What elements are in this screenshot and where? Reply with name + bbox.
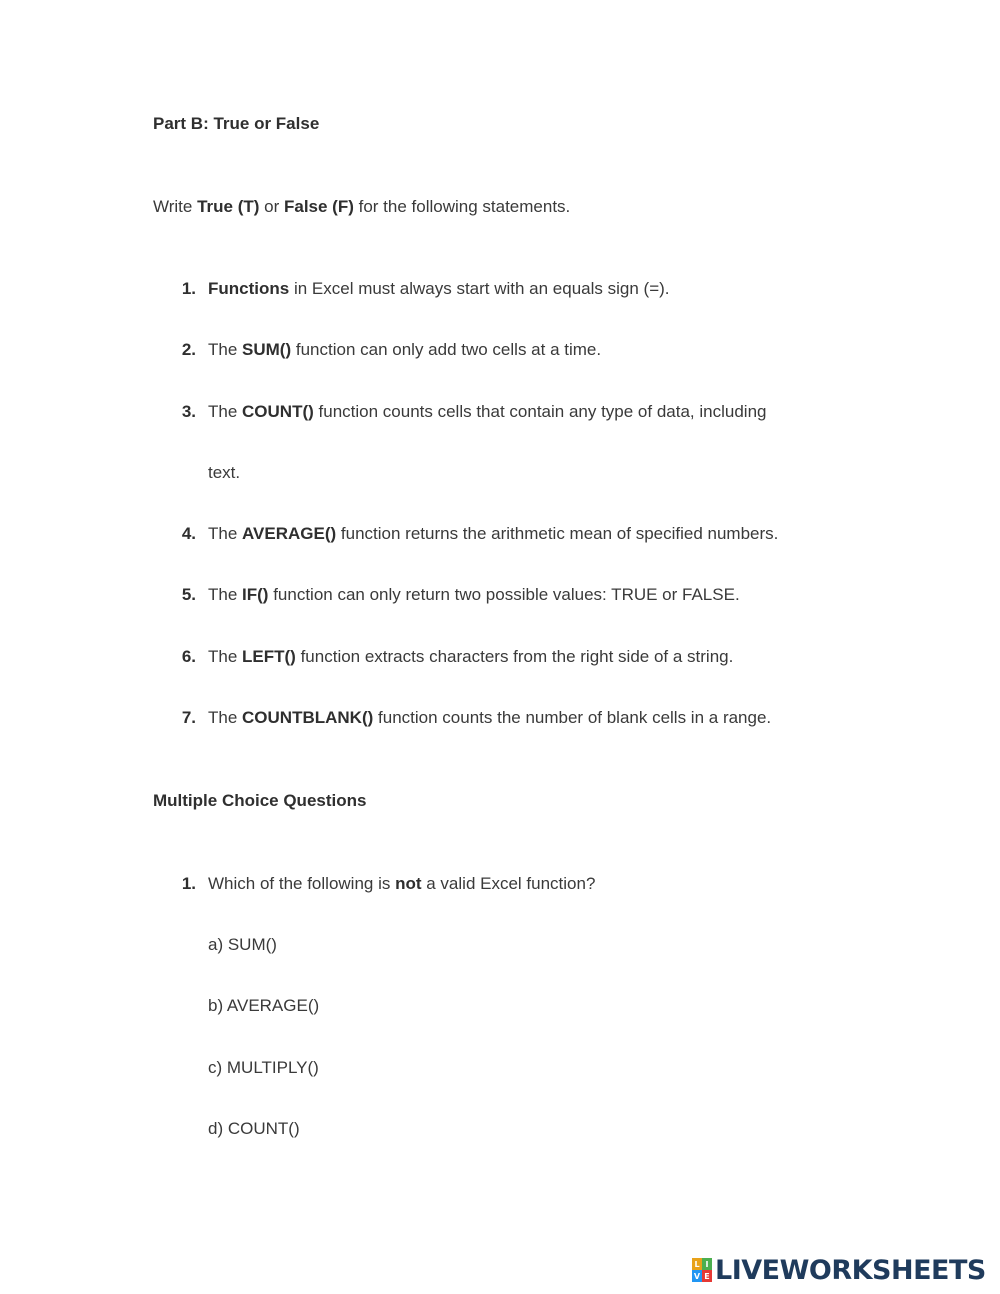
statement-keyword: SUM() — [242, 340, 292, 359]
option-d: d) COUNT() — [208, 1119, 300, 1138]
statement-pre: The — [208, 585, 243, 604]
question-number: 1. — [181, 874, 196, 893]
statement-post: function extracts characters from the right side of a string. — [295, 647, 734, 666]
statement-number: 3. — [181, 402, 196, 421]
question-text — [208, 874, 595, 894]
statement-post: function can only return two possible values: TRUE or FALSE. — [268, 585, 740, 604]
option-c: c) MULTIPLY() — [208, 1058, 319, 1077]
instruction-post: for the following statements. — [353, 197, 571, 216]
statement-keyword: Functions — [208, 279, 290, 298]
statement-post: function counts the number of blank cells in a range. — [373, 708, 772, 727]
statement-keyword: COUNTBLANK() — [242, 708, 374, 727]
instruction-false-label: False (F) — [283, 197, 354, 216]
question-pre: Which of the following is — [208, 874, 396, 893]
statement-number: 6. — [181, 647, 196, 666]
option-a: a) SUM() — [208, 935, 277, 954]
statement-number: 5. — [181, 585, 196, 604]
statement-pre: The — [208, 647, 243, 666]
statement-keyword: AVERAGE() — [242, 524, 337, 543]
logo-mark-letter: V — [693, 1271, 701, 1281]
statement-number: 1. — [181, 279, 196, 298]
statement-continuation: text. — [208, 463, 241, 482]
statement-text — [208, 279, 670, 299]
section-title-mcq: Multiple Choice Questions — [153, 791, 367, 810]
logo-mark-letter: E — [702, 1270, 712, 1282]
statement-text — [208, 585, 740, 605]
statement-number: 7. — [181, 708, 196, 727]
instruction-mid: or — [259, 197, 284, 216]
instruction-line — [153, 197, 570, 217]
statement-post: function can only add two cells at a time. — [291, 340, 602, 359]
statement-keyword: IF() — [242, 585, 269, 604]
statement-text — [208, 340, 601, 360]
logo-mark-icon — [692, 1258, 712, 1282]
statement-pre: The — [208, 402, 243, 421]
section-title-part-b: Part B: True or False — [153, 114, 320, 133]
liveworksheets-logo — [692, 1254, 986, 1286]
statement-text — [208, 708, 771, 728]
statement-number: 4. — [181, 524, 196, 543]
logo-mark-letter: L — [692, 1258, 702, 1270]
statement-keyword: LEFT() — [242, 647, 296, 666]
instruction-true-label: True (T) — [197, 197, 260, 216]
instruction-pre: Write — [153, 197, 198, 216]
statement-keyword: COUNT() — [242, 402, 314, 421]
statement-pre: The — [208, 524, 243, 543]
logo-mark-letter: I — [702, 1258, 712, 1270]
statement-text — [208, 647, 733, 667]
statement-post: function counts cells that contain any type of data, including — [313, 402, 767, 421]
option-b: b) AVERAGE() — [208, 996, 320, 1015]
statement-post: function returns the arithmetic mean of specified numbers. — [336, 524, 779, 543]
statement-post: in Excel must always start with an equals sign (=). — [289, 279, 670, 298]
question-post: a valid Excel function? — [421, 874, 596, 893]
statement-text — [208, 402, 766, 422]
statement-number: 2. — [181, 340, 196, 359]
logo-text: LIVEWORKSHEETS — [715, 1254, 986, 1286]
statement-pre: The — [208, 708, 243, 727]
question-keyword: not — [395, 874, 422, 893]
statement-text — [208, 524, 778, 544]
statement-pre: The — [208, 340, 243, 359]
